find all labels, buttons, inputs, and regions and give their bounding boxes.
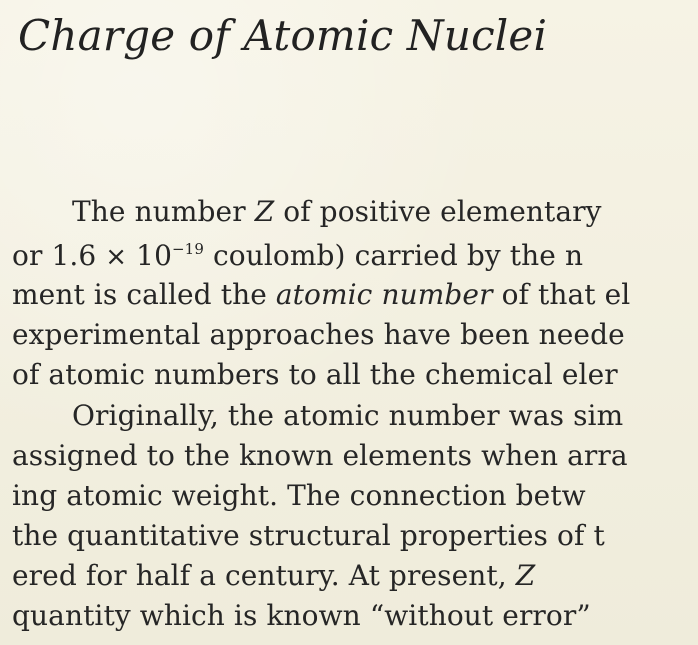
paragraph-line-10 (12, 560, 535, 592)
paragraph-line-8: ing atomic weight. The connection betw (12, 479, 586, 512)
line-2-text-b: 10 (127, 239, 173, 272)
paragraph-line-5: of atomic numbers to all the chemical eler (12, 358, 618, 391)
paragraph-line-2 (12, 240, 583, 273)
page-title: Charge of Atomic Nuclei (18, 11, 548, 60)
line-3-text-a: ment is called the (12, 278, 276, 311)
paragraph-line-1 (72, 196, 602, 228)
exponent: −19 (172, 240, 204, 258)
paragraph-line-3 (12, 279, 630, 311)
line-10-symbol-z: Z (515, 559, 536, 592)
line-2-text-c: coulomb) carried by the n (203, 239, 584, 272)
line-10-text-a: ered for half a century. At present, (12, 559, 516, 592)
line-3-text-b: of that el (492, 278, 631, 311)
line-1-symbol-z: Z (254, 195, 275, 228)
atomic-number-term: atomic number (275, 278, 493, 311)
line-1-text-b: of positive elementary (274, 195, 602, 228)
paragraph-line-11: quantity which is known “without error” (12, 599, 591, 632)
paragraph-line-7: assigned to the known elements when arra (12, 439, 628, 472)
line-1-text-a: The number (72, 195, 255, 228)
paragraph-line-6: Originally, the atomic number was sim (72, 399, 624, 432)
paragraph-line-4: experimental approaches have been neede (12, 318, 625, 351)
multiplication-sign: × (105, 242, 128, 272)
line-2-text-a: or 1.6 (12, 239, 106, 272)
paragraph-line-9: the quantitative structural properties of t (12, 519, 605, 552)
